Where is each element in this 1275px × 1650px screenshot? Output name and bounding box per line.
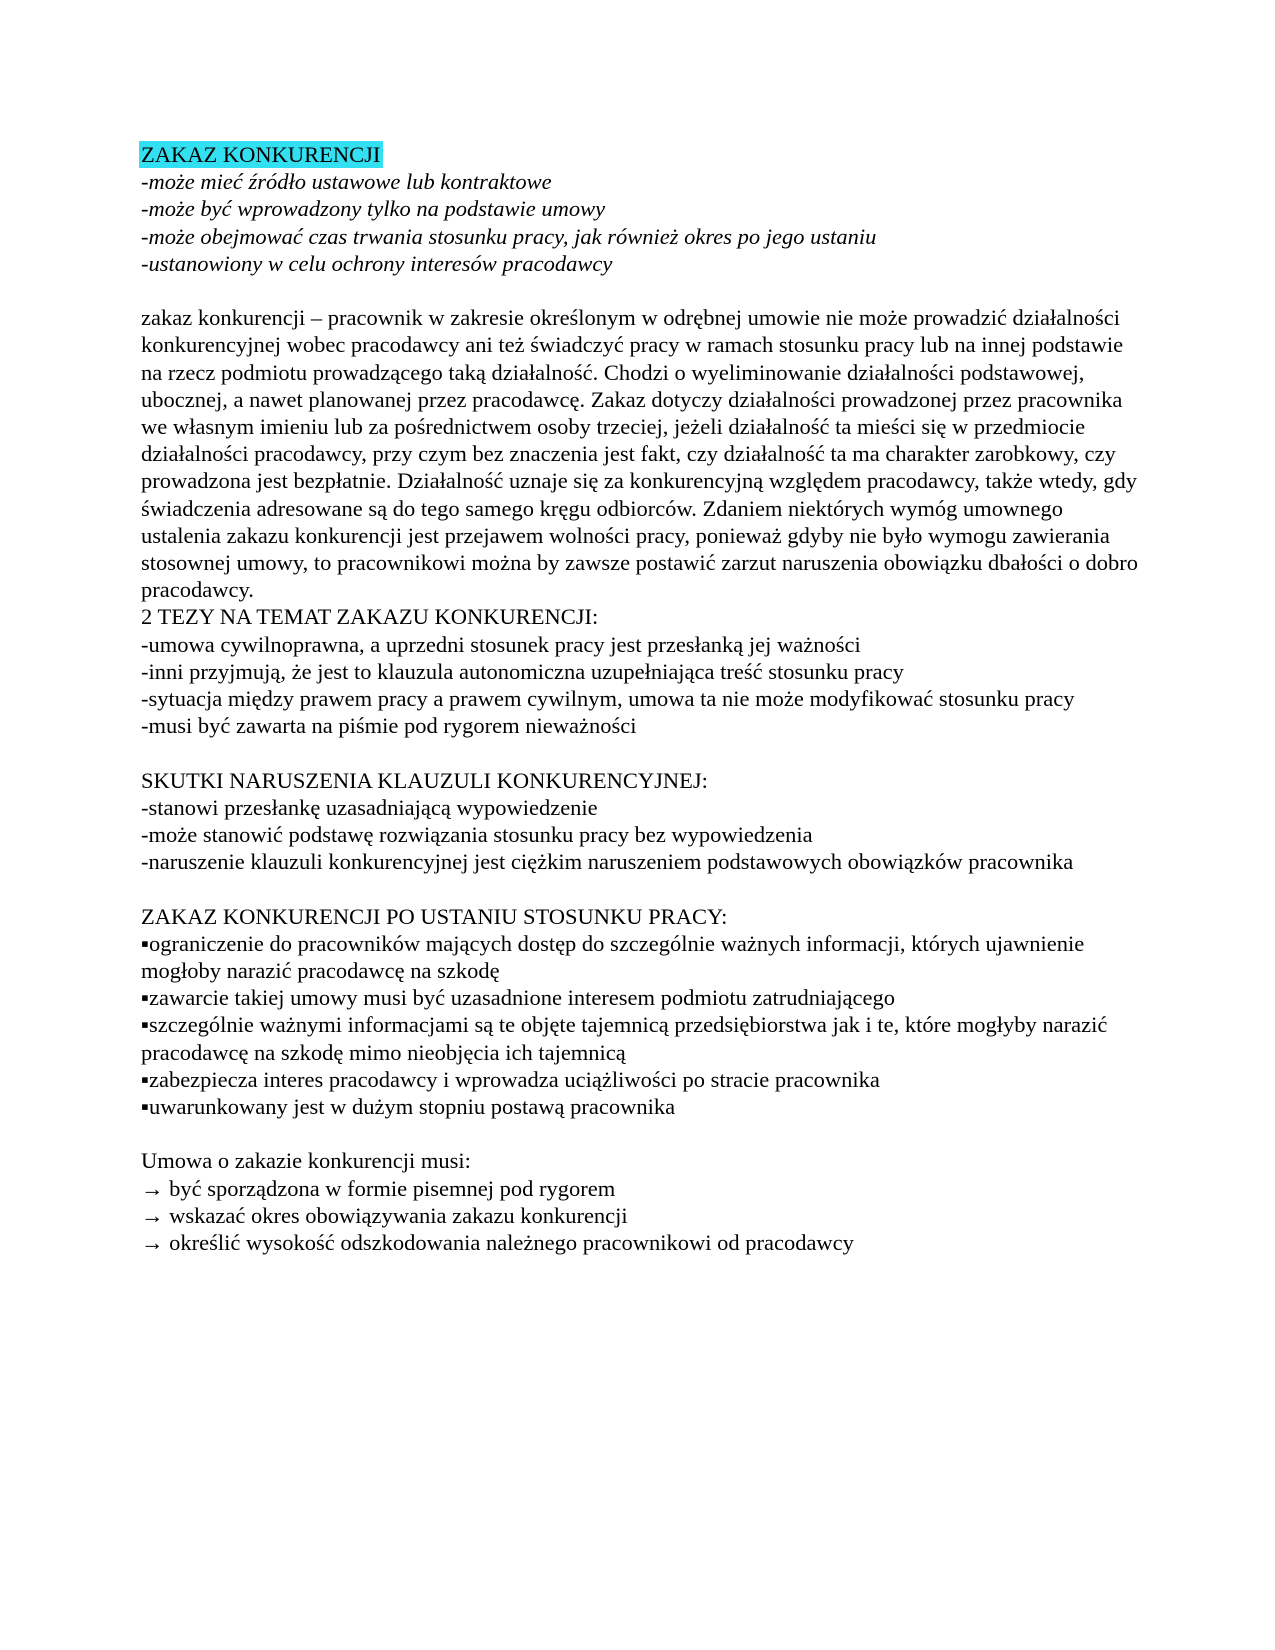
agreement-heading: Umowa o zakazie konkurencji musi:	[141, 1148, 471, 1174]
consequences-item: -może stanowić podstawę rozwiązania stosunku pracy bez wypowiedzenia	[141, 822, 813, 848]
agreement-item: → wskazać okres obowiązywania zakazu konkurencji	[141, 1202, 628, 1228]
spacer	[141, 1120, 1141, 1147]
theses-heading: 2 TEZY NA TEMAT ZAKAZU KONKURENCJI:	[141, 604, 599, 630]
definition-paragraph: zakaz konkurencji – pracownik w zakresie określonym w odrębnej umowie nie może prowadzić działalności konkurencyjnej wobec pracodawcy ani też świadczyć pracy w ramach stosunku pracy lub na innej podstawie na rzecz podmiotu prowadzącego taką działalność. Chodzi o wyeliminowanie działalności podstawowej, ubocznej, a nawet planowanej przez pracodawcę. Zakaz dotyczy działalności prowadzonej przez pracownika we własnym imieniu lub za pośrednictwem osoby trzeciej, jeżeli działalność ta mieści się w przedmiocie działalności pracodawcy, przy czym bez znaczenia jest fakt, czy działalność ta ma charakter zarobkowy, czy prowadzona jest bezpłatnie. Działalność uznaje się za konkurencyjną względem pracodawcy, także wtedy, gdy świadczenia adresowane są do tego samego kręgu odbiorców. Zdaniem niektórych wymóg umownego ustalenia zakazu konkurencji jest przejawem wolności pracy, ponieważ gdyby nie było wymogu zawierania stosownej umowy, to pracownikowi można by zawsze postawić zarzut naruszenia obowiązku dbałości o dobro pracodawcy.	[141, 305, 1139, 603]
theses-item: -sytuacja między prawem pracy a prawem cywilnym, umowa ta nie może modyfikować stosunku pracy	[141, 686, 1075, 712]
after-termination-heading: ZAKAZ KONKURENCJI PO USTANIU STOSUNKU PRACY:	[141, 903, 728, 929]
consequences-item: -stanowi przesłankę uzasadniającą wypowiedzenie	[141, 794, 598, 820]
after-termination-item: ▪zawarcie takiej umowy musi być uzasadnione interesem podmiotu zatrudniającego	[141, 985, 895, 1011]
theses-item: -musi być zawarta na piśmie pod rygorem nieważności	[141, 713, 637, 739]
theses-item: -inni przyjmują, że jest to klauzula autonomiczna uzupełniająca treść stosunku pracy	[141, 658, 904, 684]
spacer	[141, 277, 1141, 304]
document-heading	[141, 141, 1141, 168]
spacer	[141, 739, 1141, 766]
consequences-item: -naruszenie klauzuli konkurencyjnej jest ciężkim naruszeniem podstawowych obowiązków pracownika	[141, 849, 1074, 875]
spacer	[141, 875, 1141, 902]
intro-list	[141, 168, 1141, 277]
after-termination-item: ▪zabezpiecza interes pracodawcy i wprowadza uciążliwości po stracie pracownika	[141, 1066, 880, 1092]
agreement-item: → być sporządzona w formie pisemnej pod rygorem	[141, 1175, 616, 1201]
highlighted-title: ZAKAZ KONKURENCJI	[139, 141, 383, 168]
intro-item: -może mieć źródło ustawowe lub kontraktowe	[141, 169, 552, 195]
intro-item: -ustanowiony w celu ochrony interesów pracodawcy	[141, 250, 613, 276]
intro-item: -może obejmować czas trwania stosunku pracy, jak również okres po jego ustaniu	[141, 223, 877, 249]
theses-item: -umowa cywilnoprawna, a uprzedni stosunek pracy jest przesłanką jej ważności	[141, 631, 861, 657]
agreement-section	[141, 1147, 1141, 1256]
after-termination-item: ▪ograniczenie do pracowników mających dostęp do szczególnie ważnych informacji, których ujawnienie mogłoby narazić pracodawcę na szkodę	[141, 930, 1090, 984]
theses-section	[141, 603, 1141, 739]
consequences-heading: SKUTKI NARUSZENIA KLAUZULI KONKURENCYJNEJ:	[141, 767, 708, 793]
document-body	[141, 141, 1141, 1256]
agreement-item: → określić wysokość odszkodowania należnego pracownikowi od pracodawcy	[141, 1230, 854, 1256]
after-termination-item: ▪uwarunkowany jest w dużym stopniu postawą pracownika	[141, 1094, 676, 1120]
after-termination-item: ▪szczególnie ważnymi informacjami są te objęte tajemnicą przedsiębiorstwa jak i te, które mogłyby narazić pracodawcę na szkodę mimo nieobjęcia ich tajemnicą	[141, 1012, 1113, 1065]
intro-item: -może być wprowadzony tylko na podstawie umowy	[141, 196, 606, 222]
consequences-section	[141, 767, 1141, 876]
after-termination-section	[141, 903, 1141, 1121]
